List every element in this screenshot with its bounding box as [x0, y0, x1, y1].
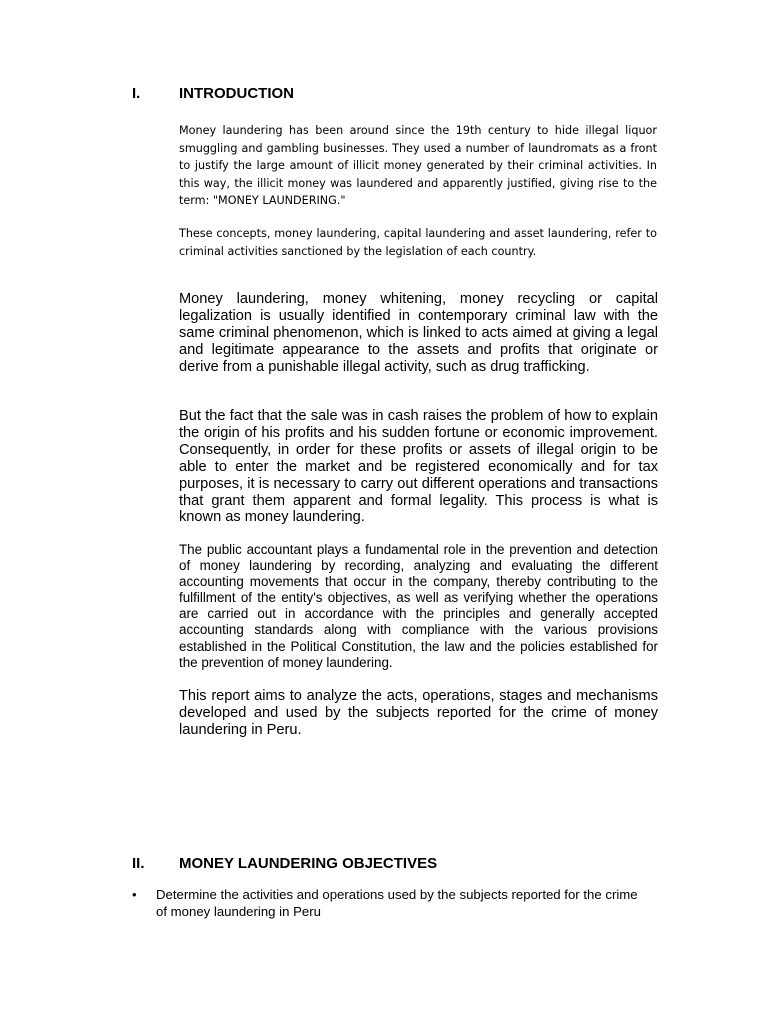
paragraph-public-accountant: The public accountant plays a fundamental role in the prevention and detection of money laundering by recording, analyzing and evaluating the different accounting movements that occur in the company, thereby contributing to the fulfillment of the entity's objectives, as well as verifying whether the operations are carried out in accordance with the principles and generally accepted accounting standards along with compliance with the various provisions established in the Political Constitution, the law and the policies established for the prevention of money laundering.	[179, 542, 658, 670]
section-number: II.	[132, 855, 145, 872]
paragraph-concepts: These concepts, money laundering, capital laundering and asset laundering, refer to criminal activities sanctioned by the legislation of each country.	[179, 227, 657, 258]
list-item	[132, 887, 652, 920]
objectives-list	[132, 887, 652, 920]
paragraph-definition: Money laundering, money whitening, money recycling or capital legalization is usually identified in contemporary criminal law with the same criminal phenomenon, which is linked to acts aimed at giving a legal and legitimate appearance to the assets and profits that originate or derive from a punishable illegal activity, such as drug trafficking.	[179, 291, 658, 375]
bullet-icon: •	[132, 887, 137, 902]
paragraph-cash-problem: But the fact that the sale was in cash raises the problem of how to explain the origin of his profits and his sudden fortune or economic improvement. Consequently, in order for these profits or assets of illegal origin to be able to enter the market and be registered economically and for tax purposes, it is necessary to carry out different operations and transactions that grant them apparent and formal legality. This process is what is known as money laundering.	[179, 408, 658, 526]
paragraph-report-aim: This report aims to analyze the acts, operations, stages and mechanisms developed and used by the subjects reported for the crime of money laundering in Peru.	[179, 688, 658, 738]
section-title: MONEY LAUNDERING OBJECTIVES	[179, 855, 438, 872]
section-title: INTRODUCTION	[179, 85, 294, 102]
section-heading-objectives	[132, 855, 437, 873]
paragraph-history: Money laundering has been around since the 19th century to hide illegal liquor smuggling and gambling businesses. They used a number of laundromats as a front to justify the large amount of illicit money generated by their criminal activities. In this way, the illicit money was laundered and apparently justified, giving rise to the term: "MONEY LAUNDERING."	[179, 124, 657, 207]
list-item-text: Determine the activities and operations used by the subjects reported for the crime of money laundering in Peru	[156, 887, 638, 919]
section-number: I.	[132, 85, 141, 102]
section-heading-introduction	[132, 85, 294, 103]
